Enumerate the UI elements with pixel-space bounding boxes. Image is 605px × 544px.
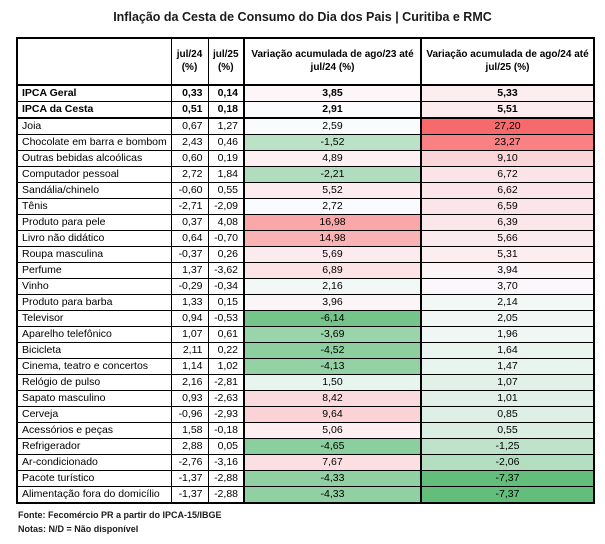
value-cell: 2,72 [171, 167, 208, 183]
table-row [17, 231, 594, 247]
value-cell: 3,96 [244, 295, 421, 311]
value-cell: -2,71 [171, 199, 208, 215]
item-label: Pacote turístico [17, 471, 171, 487]
table-row [17, 167, 594, 183]
value-cell: -1,37 [171, 471, 208, 487]
value-cell: 2,14 [421, 295, 594, 311]
value-cell: 0,67 [171, 118, 208, 135]
value-cell: 4,08 [208, 215, 244, 231]
item-label: IPCA Geral [17, 85, 171, 102]
table-row [17, 135, 594, 151]
value-cell: 2,72 [244, 199, 421, 215]
value-cell: -0,37 [171, 247, 208, 263]
value-cell: -0,96 [171, 407, 208, 423]
value-cell: 27,20 [421, 118, 594, 135]
table-row [17, 439, 594, 455]
value-cell: -1,52 [244, 135, 421, 151]
item-label: Sandália/chinelo [17, 183, 171, 199]
value-cell: -3,69 [244, 327, 421, 343]
value-cell: 2,43 [171, 135, 208, 151]
item-label: Ar-condicionado [17, 455, 171, 471]
value-cell: 3,85 [244, 85, 421, 102]
value-cell: 1,27 [208, 118, 244, 135]
value-cell: 0,55 [421, 423, 594, 439]
value-cell: 1,02 [208, 359, 244, 375]
item-label: Televisor [17, 311, 171, 327]
value-cell: -2,81 [208, 375, 244, 391]
table-row [17, 391, 594, 407]
table-row [17, 247, 594, 263]
item-label: Sapato masculino [17, 391, 171, 407]
value-cell: 2,16 [171, 375, 208, 391]
value-cell: 7,67 [244, 455, 421, 471]
item-label: Cinema, teatro e concertos [17, 359, 171, 375]
value-cell: 6,59 [421, 199, 594, 215]
header-jul25: jul/25 (%) [208, 38, 244, 85]
table-row [17, 118, 594, 135]
value-cell: 16,98 [244, 215, 421, 231]
header-row [17, 38, 594, 85]
value-cell: 5,06 [244, 423, 421, 439]
table-row [17, 311, 594, 327]
value-cell: 0,51 [171, 102, 208, 119]
value-cell: 0,37 [171, 215, 208, 231]
table-row [17, 487, 594, 504]
table-row [17, 263, 594, 279]
item-label: Produto para pele [17, 215, 171, 231]
table-footnotes [18, 508, 605, 536]
table-row [17, 295, 594, 311]
table-row [17, 359, 594, 375]
value-cell: -3,62 [208, 263, 244, 279]
item-label: Bicicleta [17, 343, 171, 359]
page-title: Inflação da Cesta de Consumo do Dia dos Pais | Curitiba e RMC [113, 10, 492, 24]
value-cell: 0,14 [208, 85, 244, 102]
value-cell: -1,25 [421, 439, 594, 455]
item-label: Acessórios e peças [17, 423, 171, 439]
value-cell: 0,61 [208, 327, 244, 343]
value-cell: 1,47 [421, 359, 594, 375]
value-cell: 0,26 [208, 247, 244, 263]
item-label: Cerveja [17, 407, 171, 423]
value-cell: 3,94 [421, 263, 594, 279]
value-cell: -4,33 [244, 487, 421, 504]
value-cell: -2,88 [208, 471, 244, 487]
item-label: Perfume [17, 263, 171, 279]
value-cell: 5,31 [421, 247, 594, 263]
value-cell: 4,89 [244, 151, 421, 167]
value-cell: 6,89 [244, 263, 421, 279]
value-cell: -4,33 [244, 471, 421, 487]
value-cell: -0,53 [208, 311, 244, 327]
value-cell: 3,70 [421, 279, 594, 295]
table-row [17, 151, 594, 167]
value-cell: -4,13 [244, 359, 421, 375]
inflation-table [16, 37, 595, 504]
source-note: Fonte: Fecomércio PR a partir do IPCA-15/IBGE [18, 510, 222, 520]
table-row [17, 343, 594, 359]
header-acum-ago24-jul25: Variação acumulada de ago/24 até jul/25 (%) [421, 38, 594, 85]
value-cell: 1,07 [421, 375, 594, 391]
value-cell: 0,55 [208, 183, 244, 199]
value-cell: 5,52 [244, 183, 421, 199]
value-cell: 0,93 [171, 391, 208, 407]
value-cell: 2,16 [244, 279, 421, 295]
value-cell: -0,60 [171, 183, 208, 199]
value-cell: 1,50 [244, 375, 421, 391]
value-cell: 1,64 [421, 343, 594, 359]
value-cell: 6,62 [421, 183, 594, 199]
value-cell: -2,06 [421, 455, 594, 471]
table-row [17, 423, 594, 439]
item-label: Vinho [17, 279, 171, 295]
table-row [17, 199, 594, 215]
item-label: Roupa masculina [17, 247, 171, 263]
item-label: IPCA da Cesta [17, 102, 171, 119]
table-row [17, 279, 594, 295]
value-cell: 0,19 [208, 151, 244, 167]
table-row [17, 407, 594, 423]
value-cell: -0,34 [208, 279, 244, 295]
value-cell: -3,16 [208, 455, 244, 471]
value-cell: -7,37 [421, 487, 594, 504]
value-cell: -2,21 [244, 167, 421, 183]
value-cell: -6,14 [244, 311, 421, 327]
table-row [17, 183, 594, 199]
item-label: Produto para barba [17, 295, 171, 311]
item-label: Aparelho telefônico [17, 327, 171, 343]
value-cell: 6,39 [421, 215, 594, 231]
value-cell: 1,14 [171, 359, 208, 375]
table-row [17, 85, 594, 102]
value-cell: 14,98 [244, 231, 421, 247]
value-cell: 0,64 [171, 231, 208, 247]
value-cell: 6,72 [421, 167, 594, 183]
value-cell: -0,29 [171, 279, 208, 295]
table-row [17, 471, 594, 487]
value-cell: -4,52 [244, 343, 421, 359]
value-cell: 0,18 [208, 102, 244, 119]
value-cell: -2,93 [208, 407, 244, 423]
availability-note: Notas: N/D = Não disponível [18, 524, 139, 534]
value-cell: 2,11 [171, 343, 208, 359]
value-cell: -2,76 [171, 455, 208, 471]
value-cell: 1,33 [171, 295, 208, 311]
value-cell: 0,46 [208, 135, 244, 151]
item-label: Computador pessoal [17, 167, 171, 183]
value-cell: 1,96 [421, 327, 594, 343]
value-cell: -0,70 [208, 231, 244, 247]
value-cell: -2,88 [208, 487, 244, 504]
value-cell: 9,10 [421, 151, 594, 167]
table-row [17, 455, 594, 471]
value-cell: 23,27 [421, 135, 594, 151]
value-cell: 9,64 [244, 407, 421, 423]
table-row [17, 327, 594, 343]
value-cell: -2,63 [208, 391, 244, 407]
item-label: Livro não didático [17, 231, 171, 247]
value-cell: 2,91 [244, 102, 421, 119]
value-cell: 1,01 [421, 391, 594, 407]
value-cell: 5,66 [421, 231, 594, 247]
header-jul24: jul/24 (%) [171, 38, 208, 85]
table-row [17, 215, 594, 231]
value-cell: -1,37 [171, 487, 208, 504]
value-cell: 2,59 [244, 118, 421, 135]
value-cell: 1,07 [171, 327, 208, 343]
value-cell: 5,51 [421, 102, 594, 119]
item-label: Alimentação fora do domicílio [17, 487, 171, 504]
value-cell: 1,58 [171, 423, 208, 439]
value-cell: 0,22 [208, 343, 244, 359]
table-row [17, 102, 594, 119]
value-cell: 0,15 [208, 295, 244, 311]
value-cell: 8,42 [244, 391, 421, 407]
header-acum-ago23-jul24: Variação acumulada de ago/23 até jul/24 (%) [244, 38, 421, 85]
value-cell: -2,09 [208, 199, 244, 215]
value-cell: -7,37 [421, 471, 594, 487]
value-cell: -0,18 [208, 423, 244, 439]
value-cell: 0,05 [208, 439, 244, 455]
table-row [17, 375, 594, 391]
table-body [17, 85, 594, 503]
value-cell: 1,84 [208, 167, 244, 183]
item-label: Refrigerador [17, 439, 171, 455]
item-label: Joia [17, 118, 171, 135]
value-cell: 1,37 [171, 263, 208, 279]
item-label: Outras bebidas alcoólicas [17, 151, 171, 167]
value-cell: 2,88 [171, 439, 208, 455]
item-label: Relógio de pulso [17, 375, 171, 391]
value-cell: 0,60 [171, 151, 208, 167]
value-cell: 2,05 [421, 311, 594, 327]
item-label: Chocolate em barra e bombom [17, 135, 171, 151]
item-label: Tênis [17, 199, 171, 215]
value-cell: 0,33 [171, 85, 208, 102]
header-item-blank [17, 38, 171, 85]
value-cell: 5,33 [421, 85, 594, 102]
value-cell: 5,69 [244, 247, 421, 263]
value-cell: -4,65 [244, 439, 421, 455]
value-cell: 0,94 [171, 311, 208, 327]
value-cell: 0,85 [421, 407, 594, 423]
